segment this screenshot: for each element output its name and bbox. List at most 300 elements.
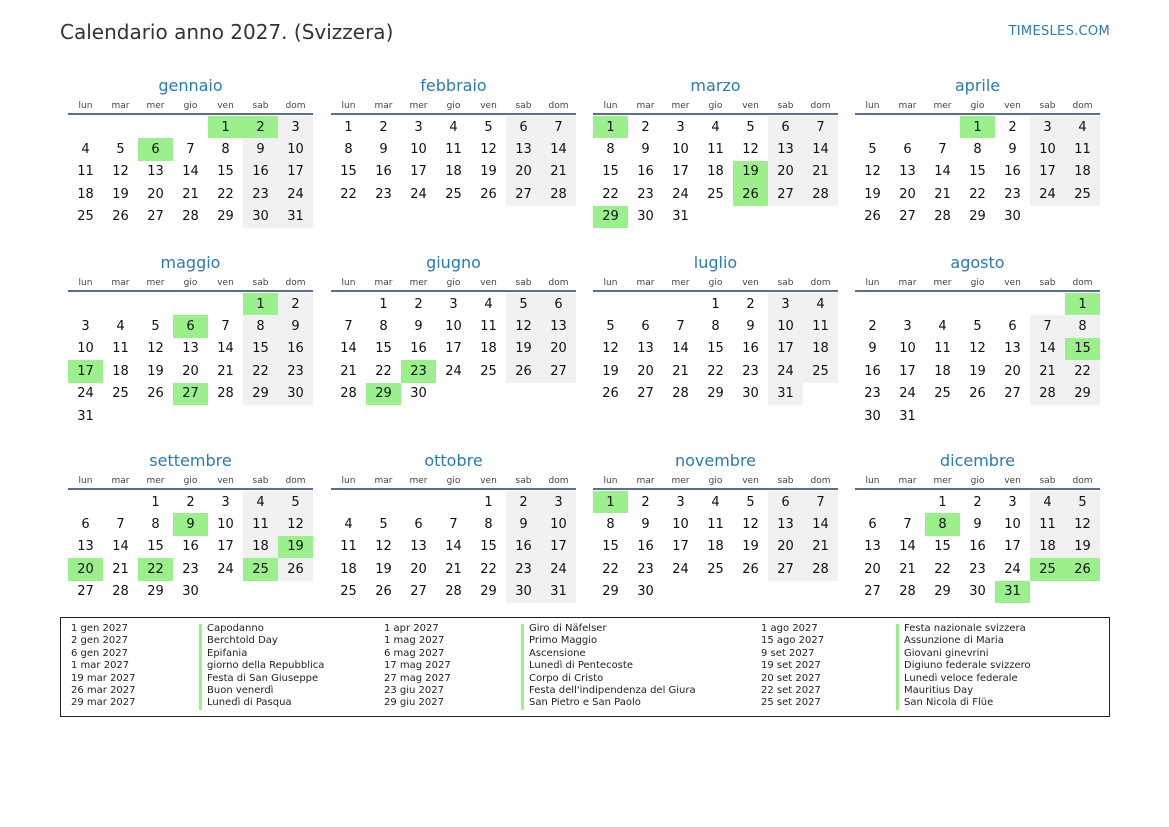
weekday-label: mar (898, 278, 917, 288)
day-cell: 25 (480, 363, 497, 379)
day-cell: 4 (1030, 491, 1065, 513)
day-cell: 31 (77, 408, 94, 424)
day-cell: 20 (147, 186, 164, 202)
day-cell: 17 (899, 363, 916, 379)
day-cell: 29 (217, 209, 234, 225)
day-cell: 19 (480, 164, 497, 180)
day-cell: 27 (541, 360, 576, 382)
day-cell: 2 (746, 296, 755, 312)
legend-date: 6 gen 2027 (71, 647, 129, 659)
day-cell: 14 (112, 539, 129, 555)
day-cell: 15 (969, 164, 986, 180)
holiday-cell: 26 (733, 183, 768, 205)
day-cell: 28 (803, 558, 838, 580)
day-cell: 6 (81, 517, 90, 533)
day-cell: 17 (541, 536, 576, 558)
day-cell: 11 (803, 315, 838, 337)
empty-cell (366, 491, 401, 513)
holiday-cell: 23 (401, 360, 436, 382)
day-cell: 13 (410, 539, 427, 555)
day-cell: 2 (641, 494, 650, 510)
holiday-cell: 1 (593, 491, 628, 513)
weekday-label: lun (78, 278, 93, 288)
day-cell: 29 (934, 584, 951, 600)
empty-cell (593, 293, 628, 315)
day-cell: 2 (379, 119, 388, 135)
day-cell: 6 (414, 517, 423, 533)
day-cell: 7 (116, 517, 125, 533)
day-cell: 9 (1008, 142, 1017, 158)
weekday-header (68, 276, 313, 292)
weekday-label: sab (515, 101, 532, 111)
day-cell: 14 (1030, 338, 1065, 360)
day-cell: 26 (278, 558, 313, 580)
day-cell: 15 (602, 539, 619, 555)
legend-holiday-name: Capodanno (207, 623, 264, 634)
day-cell: 10 (541, 513, 576, 535)
day-cell: 3 (81, 319, 90, 335)
weekday-label: ven (480, 101, 497, 111)
day-cell: 4 (1065, 116, 1100, 138)
day-cell: 17 (1030, 161, 1065, 183)
day-cell: 2 (414, 296, 423, 312)
month-settembre (68, 451, 313, 603)
weekday-label: mer (933, 101, 952, 111)
day-cell: 7 (541, 116, 576, 138)
day-cell: 28 (672, 386, 689, 402)
weekday-label: mer (146, 101, 165, 111)
legend-date: 9 set 2027 (761, 647, 815, 659)
weekday-label: dom (810, 101, 831, 111)
day-cell: 5 (868, 142, 877, 158)
day-cell: 9 (641, 142, 650, 158)
day-cell: 9 (506, 513, 541, 535)
day-cell: 30 (637, 209, 654, 225)
weekday-label: sab (1039, 476, 1056, 486)
legend-date: 25 set 2027 (761, 697, 821, 709)
holiday-cell: 19 (278, 536, 313, 558)
empty-cell (103, 116, 138, 138)
day-cell: 11 (934, 341, 951, 357)
weekday-header (855, 276, 1100, 292)
day-cell: 8 (606, 142, 615, 158)
day-cell: 8 (606, 517, 615, 533)
weekday-label: dom (285, 278, 306, 288)
holiday-cell: 6 (138, 138, 173, 160)
day-cell: 24 (899, 386, 916, 402)
day-cell: 3 (768, 293, 803, 315)
day-cell: 22 (243, 360, 278, 382)
day-cell: 28 (340, 386, 357, 402)
day-cell: 14 (899, 539, 916, 555)
day-cell: 24 (672, 561, 689, 577)
holiday-cell: 31 (995, 581, 1030, 603)
day-cell: 30 (182, 584, 199, 600)
day-cell: 12 (375, 539, 392, 555)
day-cell: 16 (410, 341, 427, 357)
day-cell: 2 (868, 319, 877, 335)
holiday-cell: 1 (208, 116, 243, 138)
day-cell: 16 (969, 539, 986, 555)
day-cell: 21 (899, 561, 916, 577)
month-name: maggio (160, 253, 221, 272)
day-cell: 10 (672, 142, 689, 158)
day-cell: 2 (506, 491, 541, 513)
day-cell: 2 (641, 119, 650, 135)
month-name: gennaio (158, 76, 223, 95)
month-ottobre (331, 451, 576, 603)
weekday-label: sab (777, 278, 794, 288)
weekday-header (331, 276, 576, 292)
legend-date: 17 mag 2027 (384, 660, 451, 672)
weekday-label: gio (446, 101, 461, 111)
day-cell: 18 (112, 363, 129, 379)
weekday-header (331, 99, 576, 115)
day-cell: 15 (217, 164, 234, 180)
day-cell: 5 (1065, 491, 1100, 513)
brand-link[interactable]: TIMESLES.COM (1008, 24, 1110, 39)
weekday-label: mar (636, 278, 655, 288)
day-cell: 5 (379, 517, 388, 533)
weekday-label: dom (810, 278, 831, 288)
weekday-label: gio (183, 476, 198, 486)
day-cell: 6 (506, 116, 541, 138)
weekday-label: sab (777, 476, 794, 486)
day-cell: 15 (147, 539, 164, 555)
day-cell: 3 (1030, 116, 1065, 138)
month-name: luglio (693, 253, 738, 272)
day-cell: 17 (672, 539, 689, 555)
weekday-label: ven (742, 101, 759, 111)
day-cell: 26 (969, 386, 986, 402)
weekday-label: gio (708, 278, 723, 288)
day-cell: 7 (221, 319, 230, 335)
day-cell: 8 (221, 142, 230, 158)
day-cell: 19 (969, 363, 986, 379)
day-cell: 25 (934, 386, 951, 402)
day-cell: 3 (903, 319, 912, 335)
weekday-header (68, 99, 313, 115)
weekday-label: dom (810, 476, 831, 486)
day-cell: 21 (541, 161, 576, 183)
day-cell: 26 (506, 360, 541, 382)
day-cell: 24 (768, 360, 803, 382)
day-cell: 12 (602, 341, 619, 357)
empty-cell (628, 293, 663, 315)
day-cell: 27 (1004, 386, 1021, 402)
day-cell: 13 (506, 138, 541, 160)
empty-cell (68, 491, 103, 513)
weekday-label: mer (146, 278, 165, 288)
day-cell: 2 (1008, 119, 1017, 135)
day-cell: 4 (81, 142, 90, 158)
empty-cell (138, 293, 173, 315)
day-grid (593, 293, 838, 405)
day-cell: 18 (243, 536, 278, 558)
weekday-label: mer (409, 278, 428, 288)
day-cell: 9 (868, 341, 877, 357)
day-cell: 27 (506, 183, 541, 205)
day-cell: 27 (768, 183, 803, 205)
holiday-cell: 19 (733, 161, 768, 183)
day-cell: 5 (746, 119, 755, 135)
weekday-label: mar (898, 101, 917, 111)
day-cell: 12 (742, 517, 759, 533)
legend-date: 6 mag 2027 (384, 647, 445, 659)
day-cell: 2 (973, 494, 982, 510)
day-cell: 30 (864, 408, 881, 424)
weekday-label: gio (183, 278, 198, 288)
holiday-cell: 29 (593, 206, 628, 228)
day-cell: 31 (278, 206, 313, 228)
day-cell: 30 (742, 386, 759, 402)
empty-cell (925, 293, 960, 315)
day-cell: 10 (1004, 517, 1021, 533)
day-cell: 7 (1030, 315, 1065, 337)
day-cell: 9 (379, 142, 388, 158)
day-cell: 30 (1004, 209, 1021, 225)
month-aprile (855, 76, 1100, 228)
day-cell: 1 (151, 494, 160, 510)
day-cell: 23 (278, 360, 313, 382)
legend-date: 29 giu 2027 (384, 697, 444, 709)
empty-cell (331, 293, 366, 315)
day-cell: 14 (803, 138, 838, 160)
weekday-header (855, 99, 1100, 115)
empty-cell (890, 293, 925, 315)
day-cell: 30 (506, 581, 541, 603)
month-name: giugno (426, 253, 481, 272)
weekday-label: lun (78, 476, 93, 486)
day-cell: 18 (707, 164, 724, 180)
empty-cell (138, 116, 173, 138)
day-cell: 4 (711, 119, 720, 135)
weekday-label: ven (217, 101, 234, 111)
day-cell: 12 (864, 164, 881, 180)
month-name: febbraio (420, 76, 487, 95)
legend-holiday-name: Epifania (207, 647, 248, 659)
day-cell: 25 (77, 209, 94, 225)
day-cell: 3 (449, 296, 458, 312)
day-cell: 15 (243, 338, 278, 360)
day-cell: 6 (768, 116, 803, 138)
weekday-label: ven (217, 476, 234, 486)
day-cell: 28 (934, 209, 951, 225)
day-cell: 6 (903, 142, 912, 158)
day-cell: 3 (1008, 494, 1017, 510)
empty-cell (663, 293, 698, 315)
month-name: marzo (690, 76, 741, 95)
day-cell: 24 (1030, 183, 1065, 205)
weekday-label: gio (708, 101, 723, 111)
day-cell: 18 (445, 164, 462, 180)
day-cell: 7 (449, 517, 458, 533)
day-cell: 18 (707, 539, 724, 555)
legend-holiday-name: Berchtold Day (207, 635, 278, 647)
day-cell: 10 (410, 142, 427, 158)
legend-separator (521, 624, 524, 710)
weekday-label: dom (1072, 476, 1093, 486)
day-grid (68, 116, 313, 228)
day-cell: 24 (217, 561, 234, 577)
day-cell: 16 (375, 164, 392, 180)
empty-cell (855, 491, 890, 513)
weekday-label: ven (480, 476, 497, 486)
legend-date: 19 mar 2027 (71, 672, 136, 684)
weekday-label: ven (1004, 476, 1021, 486)
day-cell: 14 (541, 138, 576, 160)
day-cell: 3 (676, 119, 685, 135)
legend-holiday-name: Primo Maggio (529, 635, 598, 647)
weekday-label: dom (548, 278, 569, 288)
day-cell: 9 (278, 315, 313, 337)
day-cell: 13 (147, 164, 164, 180)
day-cell: 22 (1065, 360, 1100, 382)
empty-cell (173, 116, 208, 138)
day-cell: 28 (445, 584, 462, 600)
day-cell: 16 (182, 539, 199, 555)
weekday-label: gio (183, 101, 198, 111)
day-cell: 21 (803, 161, 838, 183)
day-cell: 4 (344, 517, 353, 533)
day-cell: 22 (602, 186, 619, 202)
empty-cell (208, 293, 243, 315)
legend-date: 20 set 2027 (761, 672, 821, 684)
legend-holiday-name: Giovani ginevrini (904, 647, 989, 659)
month-name: dicembre (939, 451, 1016, 470)
day-cell: 21 (112, 561, 129, 577)
day-cell: 3 (278, 116, 313, 138)
empty-cell (103, 491, 138, 513)
legend-holiday-name: Buon venerdì (207, 685, 274, 697)
day-cell: 23 (742, 363, 759, 379)
weekday-label: mer (409, 101, 428, 111)
month-maggio (68, 253, 313, 427)
empty-cell (995, 293, 1030, 315)
weekday-label: gio (970, 101, 985, 111)
day-cell: 8 (711, 319, 720, 335)
day-cell: 16 (506, 536, 541, 558)
day-cell: 28 (217, 386, 234, 402)
day-cell: 22 (340, 186, 357, 202)
weekday-label: lun (341, 476, 356, 486)
day-cell: 7 (676, 319, 685, 335)
day-cell: 22 (934, 561, 951, 577)
day-cell: 24 (1004, 561, 1021, 577)
day-cell: 5 (151, 319, 160, 335)
day-cell: 7 (903, 517, 912, 533)
day-cell: 4 (243, 491, 278, 513)
day-cell: 19 (602, 363, 619, 379)
day-cell: 7 (186, 142, 195, 158)
month-name: agosto (950, 253, 1005, 272)
day-cell: 28 (1030, 383, 1065, 405)
month-giugno (331, 253, 576, 405)
day-cell: 25 (1065, 183, 1100, 205)
day-cell: 2 (186, 494, 195, 510)
weekday-header (593, 276, 838, 292)
weekday-label: dom (1072, 101, 1093, 111)
day-cell: 4 (449, 119, 458, 135)
month-febbraio (331, 76, 576, 206)
month-name: aprile (954, 76, 1001, 95)
day-cell: 18 (1030, 536, 1065, 558)
day-cell: 14 (217, 341, 234, 357)
weekday-label: ven (217, 278, 234, 288)
day-cell: 9 (746, 319, 755, 335)
day-cell: 27 (864, 584, 881, 600)
day-cell: 19 (147, 363, 164, 379)
weekday-label: lun (341, 278, 356, 288)
day-cell: 19 (1065, 536, 1100, 558)
legend-holiday-name: giorno della Repubblica (207, 660, 325, 672)
empty-cell (1030, 293, 1065, 315)
day-cell: 10 (445, 319, 462, 335)
day-grid (855, 491, 1100, 603)
day-cell: 10 (899, 341, 916, 357)
day-cell: 5 (506, 293, 541, 315)
day-cell: 20 (864, 561, 881, 577)
day-cell: 17 (768, 338, 803, 360)
day-cell: 5 (973, 319, 982, 335)
legend-date: 1 apr 2027 (384, 623, 439, 634)
day-cell: 19 (112, 186, 129, 202)
day-cell: 30 (410, 386, 427, 402)
day-cell: 15 (934, 539, 951, 555)
weekday-label: mar (111, 101, 130, 111)
day-cell: 5 (116, 142, 125, 158)
day-grid (855, 116, 1100, 228)
legend-date: 27 mag 2027 (384, 672, 451, 684)
day-cell: 26 (147, 386, 164, 402)
day-cell: 27 (768, 558, 803, 580)
day-cell: 11 (1030, 513, 1065, 535)
holiday-cell: 17 (68, 360, 103, 382)
weekday-label: mer (146, 476, 165, 486)
legend-separator (199, 624, 202, 710)
day-cell: 13 (541, 315, 576, 337)
day-cell: 12 (480, 142, 497, 158)
day-cell: 22 (969, 186, 986, 202)
day-cell: 26 (742, 561, 759, 577)
day-grid (331, 116, 576, 206)
day-cell: 18 (934, 363, 951, 379)
day-cell: 31 (672, 209, 689, 225)
day-cell: 13 (77, 539, 94, 555)
day-cell: 25 (445, 186, 462, 202)
page-title: Calendario anno 2027. (Svizzera) (60, 20, 394, 44)
day-cell: 23 (637, 561, 654, 577)
legend-separator (896, 624, 899, 710)
weekday-label: lun (603, 101, 618, 111)
day-cell: 25 (112, 386, 129, 402)
day-cell: 11 (707, 142, 724, 158)
day-cell: 26 (480, 186, 497, 202)
month-marzo (593, 76, 838, 228)
legend-holiday-name: San Pietro e San Paolo (529, 697, 641, 709)
day-cell: 21 (217, 363, 234, 379)
legend-holiday-name: San Nicola di Flüe (904, 697, 994, 709)
legend-holiday-name: Lunedì veloce federale (904, 672, 1018, 684)
day-cell: 11 (480, 319, 497, 335)
day-cell: 8 (243, 315, 278, 337)
day-cell: 5 (484, 119, 493, 135)
day-cell: 10 (77, 341, 94, 357)
day-cell: 24 (278, 183, 313, 205)
weekday-label: sab (515, 278, 532, 288)
day-grid (593, 116, 838, 228)
month-novembre (593, 451, 838, 603)
